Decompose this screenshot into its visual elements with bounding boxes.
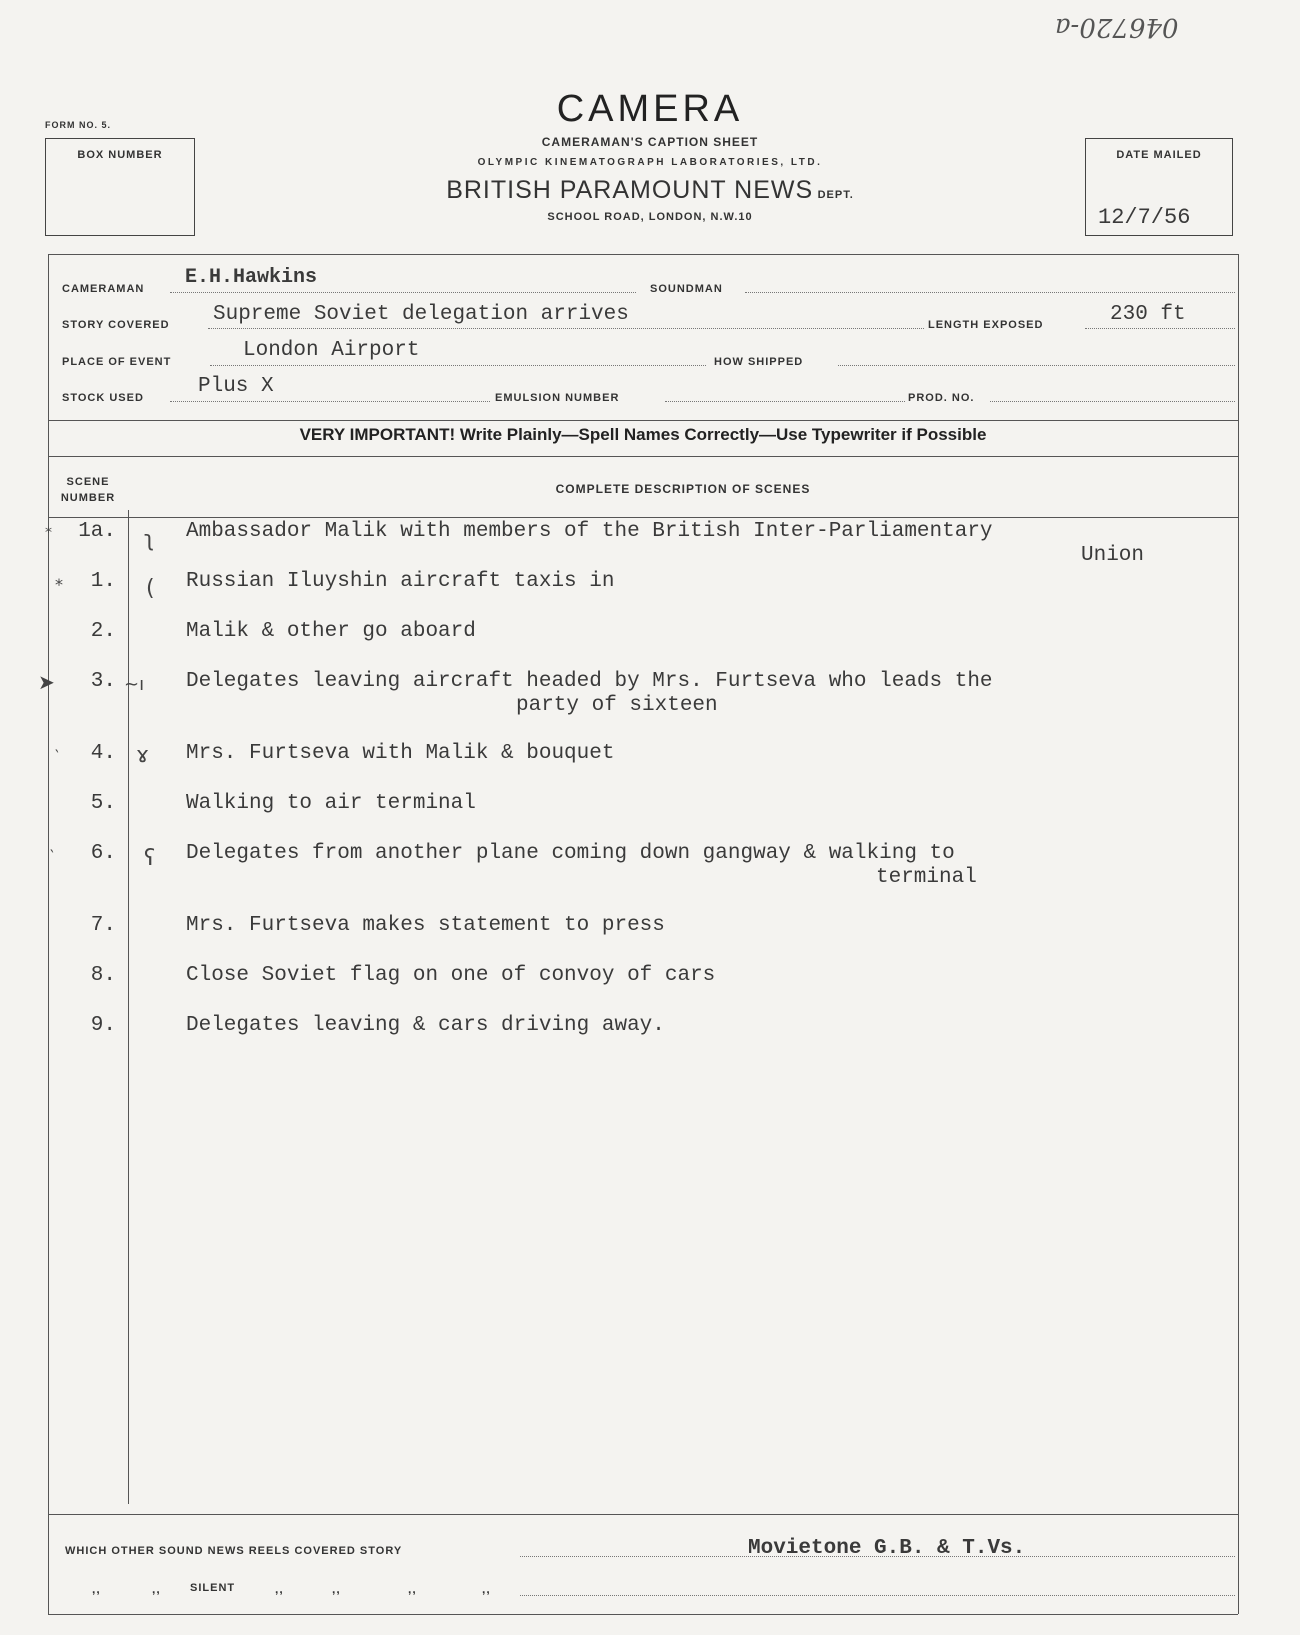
scene-header-line-2: NUMBER <box>60 492 116 504</box>
scene-number: 4. <box>90 742 116 765</box>
margin-mark: * <box>55 575 63 594</box>
frame-bottom-rule <box>48 1614 1238 1615</box>
scene-description: Delegates from another plane coming down gangway & walking to <box>186 842 955 865</box>
scene-number: 6. <box>90 842 116 865</box>
story-value: Supreme Soviet delegation arrives <box>213 303 629 326</box>
prod-label: PROD. NO. <box>908 392 975 404</box>
scene-description: Ambassador Malik with members of the British Inter-Parliamentary <box>186 520 993 543</box>
prod-line <box>990 401 1235 402</box>
stock-line <box>170 401 490 402</box>
scene-description-continued: Union <box>1080 544 1144 567</box>
frame-left-rule <box>48 254 49 1614</box>
cameraman-value: E.H.Hawkins <box>185 266 318 289</box>
company-name: BRITISH PARAMOUNT NEWS <box>446 176 814 204</box>
scene-number: 3. <box>90 670 116 693</box>
scene-description: Mrs. Furtseva makes statement to press <box>186 914 665 937</box>
ditto-mark: ,, <box>408 1582 417 1596</box>
company-address: SCHOOL ROAD, LONDON, N.W.10 <box>547 211 753 223</box>
frame-top-rule <box>48 254 1238 255</box>
date-mailed-value: 12/7/56 <box>1098 205 1191 230</box>
scene-description: Delegates leaving aircraft headed by Mrs. Furtseva who leads the <box>186 670 993 693</box>
margin-mark: ‵ <box>50 846 54 865</box>
story-label: STORY COVERED <box>62 319 170 331</box>
margin-mark: ‵ <box>55 746 59 765</box>
scene-description: Walking to air terminal <box>186 792 476 815</box>
company-dept: DEPT. <box>817 189 854 201</box>
scene-description-continued: party of sixteen <box>516 694 718 717</box>
date-mailed-box <box>1085 138 1233 236</box>
emulsion-line <box>665 401 905 402</box>
scene-number: 8. <box>90 964 116 987</box>
margin-mark: * <box>45 525 52 541</box>
note-top-rule <box>48 420 1238 421</box>
scene-number-header <box>48 474 128 506</box>
date-mailed-label: DATE MAILED <box>1116 149 1202 161</box>
stock-label: STOCK USED <box>62 392 144 404</box>
footer-top-rule <box>48 1514 1238 1515</box>
ditto-mark: ,, <box>152 1582 161 1596</box>
scene-description: Malik & other go aboard <box>186 620 476 643</box>
silent-label: SILENT <box>190 1582 236 1594</box>
company-line <box>340 176 960 205</box>
shipped-label: HOW SHIPPED <box>714 356 804 368</box>
shipped-line <box>838 365 1235 366</box>
length-value: 230 ft <box>1110 303 1186 326</box>
ditto-mark: ,, <box>275 1582 284 1596</box>
scene-number: 1. <box>90 570 116 593</box>
note-bottom-rule <box>48 456 1238 457</box>
table-header-rule <box>48 517 1238 518</box>
scene-number: 1a. <box>78 520 116 543</box>
ditto-mark: ,, <box>92 1582 101 1596</box>
length-label: LENGTH EXPOSED <box>928 319 1044 331</box>
stock-value: Plus X <box>198 375 274 398</box>
scene-header-line-1: SCENE <box>66 476 110 488</box>
margin-mark: ʕ <box>144 846 156 871</box>
soundman-label: SOUNDMAN <box>650 283 723 295</box>
scene-number: 9. <box>90 1014 116 1037</box>
form-title: CAMERA <box>556 88 744 130</box>
archive-reference: 046720-a <box>1055 12 1179 42</box>
emulsion-label: EMULSION NUMBER <box>495 392 620 404</box>
cameraman-line <box>170 292 636 293</box>
form-subtitle: CAMERAMAN'S CAPTION SHEET <box>541 135 759 149</box>
laboratory-name: OLYMPIC KINEMATOGRAPH LABORATORIES, LTD. <box>477 157 823 168</box>
scene-description: Russian Iluyshin aircraft taxis in <box>186 570 615 593</box>
scene-number: 5. <box>90 792 116 815</box>
place-line <box>210 365 706 366</box>
box-number-box <box>45 138 195 236</box>
form-number: FORM NO. 5. <box>45 120 112 130</box>
ditto-mark: ,, <box>482 1582 491 1596</box>
margin-mark: ɤ <box>136 743 150 768</box>
scene-description: Mrs. Furtseva with Malik & bouquet <box>186 742 615 765</box>
length-line <box>1085 328 1235 329</box>
margin-mark: ➤ <box>38 670 55 694</box>
scene-description-continued: terminal <box>876 866 977 889</box>
other-reels-value: Movietone G.B. & T.Vs. <box>748 1537 1026 1560</box>
ditto-mark: ,, <box>332 1582 341 1596</box>
scene-description: Delegates leaving & cars driving away. <box>186 1014 665 1037</box>
header <box>340 88 960 223</box>
place-label: PLACE OF EVENT <box>62 356 172 368</box>
margin-mark: ~ı <box>124 674 145 695</box>
scene-description: Close Soviet flag on one of convoy of cars <box>186 964 716 987</box>
scene-column-rule <box>128 510 129 1504</box>
margin-mark: ( <box>146 576 155 601</box>
silent-line <box>520 1595 1235 1596</box>
story-line <box>208 328 924 329</box>
other-reels-label: WHICH OTHER SOUND NEWS REELS COVERED STORY <box>65 1545 403 1557</box>
important-note: VERY IMPORTANT! Write Plainly—Spell Names Correctly—Use Typewriter if Possible <box>299 425 987 444</box>
box-number-label: BOX NUMBER <box>77 149 163 161</box>
soundman-line <box>745 292 1235 293</box>
description-header: COMPLETE DESCRIPTION OF SCENES <box>555 482 811 496</box>
scene-number: 7. <box>90 914 116 937</box>
frame-right-rule <box>1238 254 1239 1614</box>
cameraman-label: CAMERAMAN <box>62 283 145 295</box>
scene-number: 2. <box>90 620 116 643</box>
place-value: London Airport <box>243 339 420 362</box>
margin-mark: ʅ <box>144 527 155 552</box>
